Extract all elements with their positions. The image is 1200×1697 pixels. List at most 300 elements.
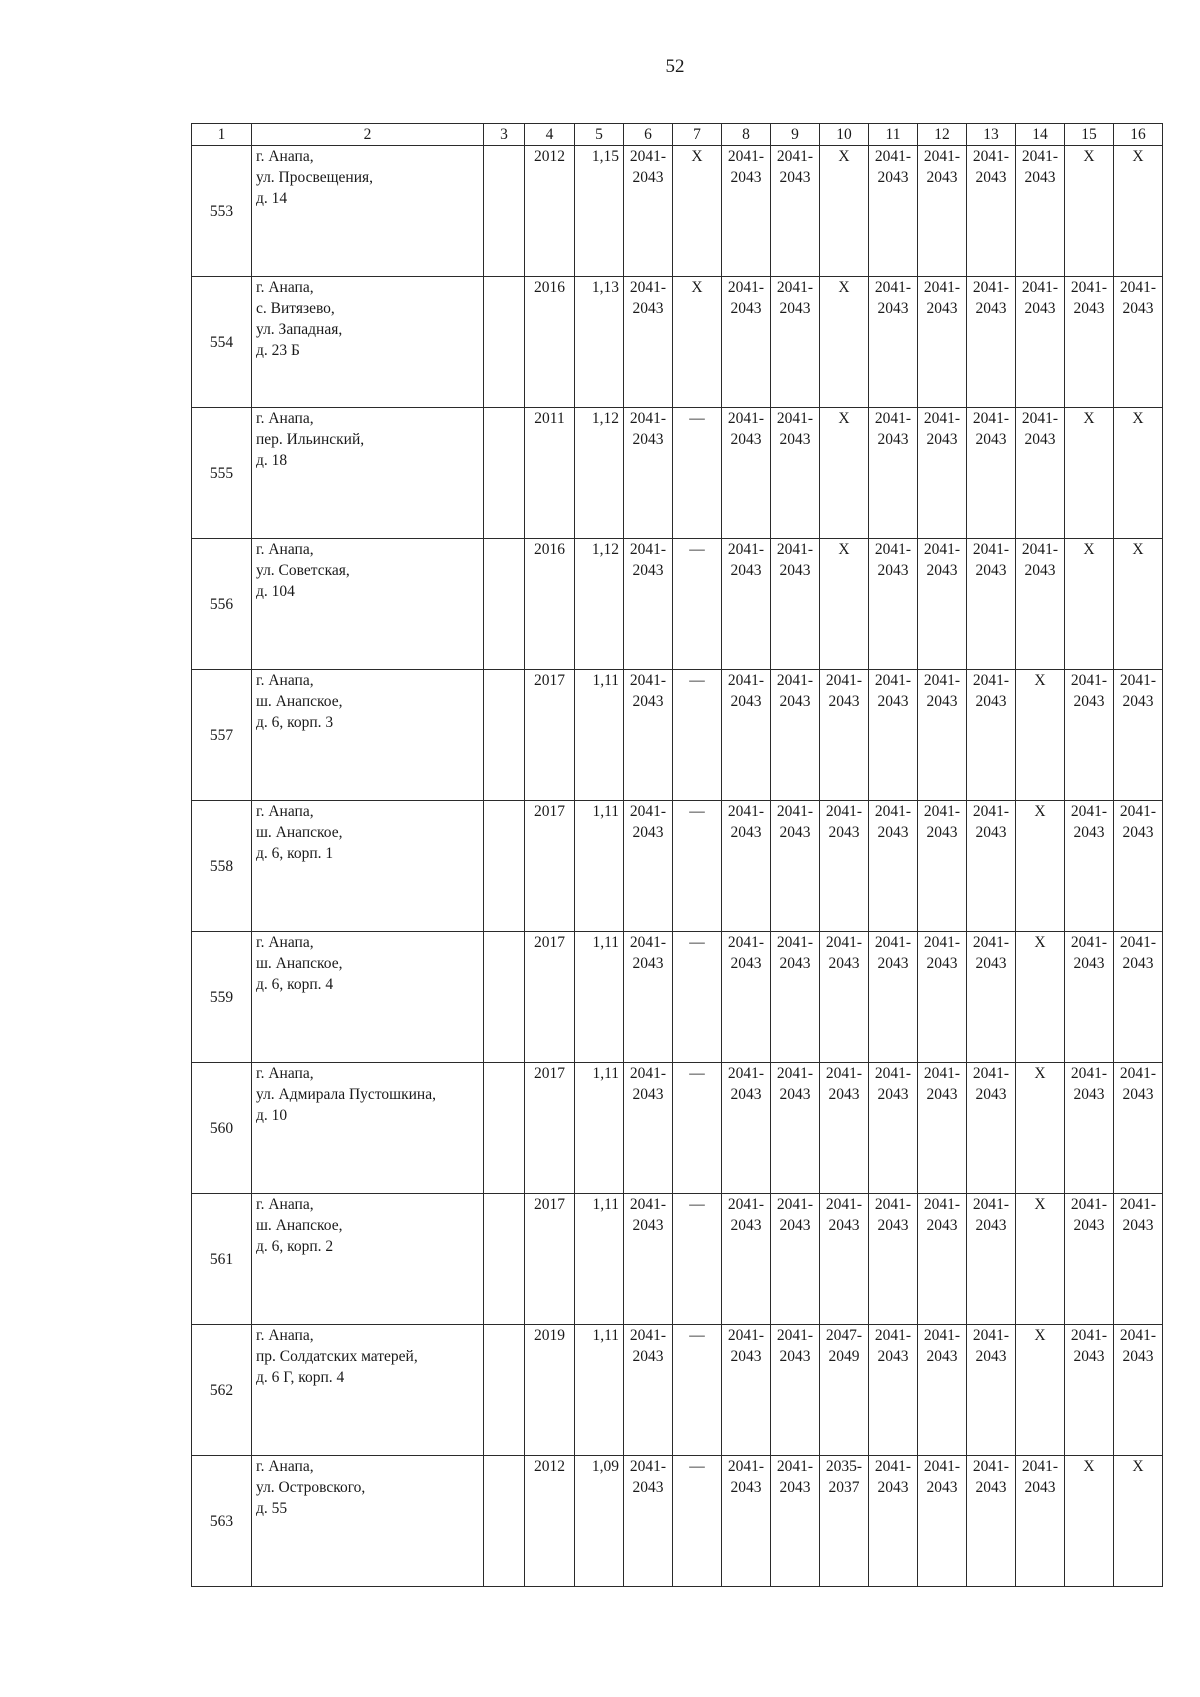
period-cell-col-12 (918, 539, 967, 670)
period-line: 2043 (975, 693, 1007, 710)
period-cell-col-6 (624, 801, 673, 932)
period-line: 2043 (1073, 693, 1105, 710)
period-line: 2043 (926, 1217, 958, 1234)
period-line: — (689, 1196, 705, 1213)
period-line: 2041- (923, 410, 961, 427)
year-cell: 2017 (525, 932, 575, 1063)
period-line: — (689, 410, 705, 427)
address-cell (252, 1325, 484, 1456)
period-cell-col-7 (673, 277, 722, 408)
period-cell-col-11 (869, 1456, 918, 1587)
period-cell-col-10 (820, 801, 869, 932)
period-cell-col-7 (673, 932, 722, 1063)
period-line: 2043 (926, 169, 958, 186)
period-line: 2043 (828, 1086, 860, 1103)
period-line: 2041- (1119, 934, 1157, 951)
period-cell-col-14 (1016, 277, 1065, 408)
column-3-cell (484, 1325, 525, 1456)
period-cell-col-11 (869, 1063, 918, 1194)
period-line: 2041- (972, 934, 1010, 951)
column-3-cell (484, 277, 525, 408)
period-line: 2043 (1024, 1479, 1056, 1496)
period-line: 2043 (877, 1086, 909, 1103)
period-cell-col-15 (1065, 1325, 1114, 1456)
year-cell: 2012 (525, 1456, 575, 1587)
period-line: 2043 (975, 300, 1007, 317)
period-line: 2043 (1122, 824, 1154, 841)
period-line: 2041- (972, 672, 1010, 689)
table-row (192, 670, 1163, 801)
period-cell-col-11 (869, 277, 918, 408)
period-line: 2041- (972, 279, 1010, 296)
period-line: 2041- (923, 279, 961, 296)
period-cell-col-13 (967, 670, 1016, 801)
period-line: 2041- (972, 1065, 1010, 1082)
address-line: д. 6, корп. 4 (256, 976, 334, 993)
column-3-cell (484, 1194, 525, 1325)
period-line: 2043 (779, 1479, 811, 1496)
period-cell-col-8 (722, 1325, 771, 1456)
period-cell-col-12 (918, 1063, 967, 1194)
period-cell-col-15 (1065, 932, 1114, 1063)
period-line: 2041- (1021, 148, 1059, 165)
period-line: 2041- (923, 541, 961, 558)
period-cell-col-11 (869, 1325, 918, 1456)
period-line: 2043 (926, 1479, 958, 1496)
period-cell-col-10 (820, 1456, 869, 1587)
period-line: — (689, 541, 705, 558)
column-number-8: 8 (722, 124, 771, 146)
period-line: 2035- (825, 1458, 863, 1475)
period-line: 2043 (926, 1086, 958, 1103)
period-line: 2043 (877, 169, 909, 186)
address-line: г. Анапа, (256, 1458, 314, 1475)
period-line: 2047- (825, 1327, 863, 1344)
year-cell: 2017 (525, 670, 575, 801)
period-cell-col-15 (1065, 801, 1114, 932)
period-line: 2041- (727, 672, 765, 689)
period-line: 2041- (923, 1327, 961, 1344)
period-line: 2043 (1024, 562, 1056, 579)
period-cell-col-8 (722, 1194, 771, 1325)
period-line: X (1083, 1458, 1095, 1475)
period-line: X (1034, 1065, 1046, 1082)
period-cell-col-14 (1016, 1325, 1065, 1456)
period-line: 2041- (1070, 672, 1108, 689)
address-line: г. Анапа, (256, 410, 314, 427)
period-cell-col-14 (1016, 1456, 1065, 1587)
period-line: 2041- (1119, 803, 1157, 820)
address-line: д. 6 Г, корп. 4 (256, 1369, 345, 1386)
period-line: 2043 (730, 824, 762, 841)
period-cell-col-13 (967, 408, 1016, 539)
period-cell-col-10 (820, 146, 869, 277)
period-cell-col-16 (1114, 146, 1163, 277)
period-line: 2043 (632, 1086, 664, 1103)
column-3-cell (484, 670, 525, 801)
period-line: 2041- (1119, 1327, 1157, 1344)
column-number-16: 16 (1114, 124, 1163, 146)
period-cell-col-7 (673, 1194, 722, 1325)
row-number: 562 (192, 1325, 252, 1456)
period-line: 2041- (874, 541, 912, 558)
column-number-14: 14 (1016, 124, 1065, 146)
period-cell-col-8 (722, 146, 771, 277)
period-line: 2041- (874, 410, 912, 427)
period-cell-col-6 (624, 670, 673, 801)
period-line: 2041- (629, 1065, 667, 1082)
period-line: 2041- (776, 934, 814, 951)
address-line: г. Анапа, (256, 672, 314, 689)
period-line: X (1034, 803, 1046, 820)
period-line: 2043 (877, 955, 909, 972)
period-line: 2043 (632, 693, 664, 710)
period-line: 2041- (923, 1458, 961, 1475)
period-cell-col-8 (722, 801, 771, 932)
address-line: ш. Анапское, (256, 824, 343, 841)
period-cell-col-9 (771, 146, 820, 277)
period-line: 2041- (923, 934, 961, 951)
column-number-1: 1 (192, 124, 252, 146)
period-line: 2043 (730, 693, 762, 710)
period-cell-col-9 (771, 408, 820, 539)
period-cell-col-12 (918, 1194, 967, 1325)
period-line: 2041- (629, 1458, 667, 1475)
period-line: 2043 (632, 1348, 664, 1365)
address-line: г. Анапа, (256, 1196, 314, 1213)
period-line: 2041- (1021, 541, 1059, 558)
year-cell: 2012 (525, 146, 575, 277)
period-line: X (691, 148, 703, 165)
period-cell-col-12 (918, 932, 967, 1063)
address-line: г. Анапа, (256, 541, 314, 558)
period-line: 2041- (874, 1327, 912, 1344)
period-line: 2043 (779, 169, 811, 186)
period-line: 2041- (727, 934, 765, 951)
period-line: 2043 (1122, 955, 1154, 972)
period-line: 2043 (730, 169, 762, 186)
period-cell-col-11 (869, 801, 918, 932)
period-cell-col-6 (624, 932, 673, 1063)
period-cell-col-10 (820, 1325, 869, 1456)
table-row (192, 1063, 1163, 1194)
period-cell-col-12 (918, 670, 967, 801)
address-line: г. Анапа, (256, 279, 314, 296)
address-cell (252, 1063, 484, 1194)
address-line: пер. Ильинский, (256, 431, 365, 448)
period-line: 2043 (926, 562, 958, 579)
period-line: — (689, 672, 705, 689)
period-cell-col-6 (624, 1456, 673, 1587)
period-line: 2041- (776, 1327, 814, 1344)
period-line: — (689, 1065, 705, 1082)
period-cell-col-8 (722, 932, 771, 1063)
period-cell-col-10 (820, 408, 869, 539)
address-line: д. 10 (256, 1107, 288, 1124)
period-cell-col-9 (771, 1325, 820, 1456)
period-line: 2041- (727, 541, 765, 558)
period-line: 2043 (1122, 693, 1154, 710)
address-line: ш. Анапское, (256, 1217, 343, 1234)
period-cell-col-7 (673, 670, 722, 801)
period-line: 2041- (825, 1196, 863, 1213)
period-cell-col-8 (722, 408, 771, 539)
period-line: 2043 (779, 693, 811, 710)
period-line: 2041- (972, 1327, 1010, 1344)
period-line: 2041- (629, 541, 667, 558)
period-line: 2041- (727, 1196, 765, 1213)
period-line: X (1034, 1327, 1046, 1344)
period-cell-col-8 (722, 539, 771, 670)
row-number: 559 (192, 932, 252, 1063)
period-cell-col-16 (1114, 408, 1163, 539)
period-cell-col-12 (918, 1325, 967, 1456)
column-3-cell (484, 801, 525, 932)
period-line: 2041- (629, 410, 667, 427)
period-cell-col-11 (869, 670, 918, 801)
period-line: 2041- (1070, 803, 1108, 820)
period-line: 2041- (776, 541, 814, 558)
row-number: 558 (192, 801, 252, 932)
period-cell-col-10 (820, 539, 869, 670)
period-line: 2043 (877, 1348, 909, 1365)
period-line: 2043 (730, 955, 762, 972)
period-line: 2041- (629, 279, 667, 296)
period-line: 2037 (828, 1479, 860, 1496)
period-line: 2041- (1119, 279, 1157, 296)
address-line: ул. Островского, (256, 1479, 366, 1496)
table-row (192, 277, 1163, 408)
page-number: 52 (665, 56, 685, 77)
column-3-cell (484, 408, 525, 539)
period-line: 2043 (1122, 1086, 1154, 1103)
period-cell-col-11 (869, 539, 918, 670)
period-line: X (838, 410, 850, 427)
period-line: 2041- (874, 934, 912, 951)
period-line: 2043 (779, 824, 811, 841)
period-cell-col-16 (1114, 1063, 1163, 1194)
period-cell-col-7 (673, 1063, 722, 1194)
period-line: 2043 (779, 431, 811, 448)
period-line: 2041- (874, 279, 912, 296)
row-number: 554 (192, 277, 252, 408)
period-cell-col-14 (1016, 670, 1065, 801)
coefficient-cell: 1,11 (575, 670, 624, 801)
period-line: 2043 (926, 300, 958, 317)
period-cell-col-9 (771, 801, 820, 932)
period-line: 2041- (874, 672, 912, 689)
period-line: 2043 (632, 824, 664, 841)
period-cell-col-9 (771, 1194, 820, 1325)
period-line: X (1083, 148, 1095, 165)
period-line: 2043 (730, 1217, 762, 1234)
period-line: 2041- (776, 410, 814, 427)
period-cell-col-11 (869, 408, 918, 539)
period-cell-col-14 (1016, 539, 1065, 670)
period-cell-col-15 (1065, 277, 1114, 408)
period-line: 2041- (629, 148, 667, 165)
period-line: 2043 (975, 1217, 1007, 1234)
period-line: — (689, 1327, 705, 1344)
period-line: 2041- (972, 803, 1010, 820)
address-line: пр. Солдатских матерей, (256, 1348, 418, 1365)
period-cell-col-11 (869, 1194, 918, 1325)
year-cell: 2016 (525, 539, 575, 670)
period-line: 2043 (975, 824, 1007, 841)
coefficient-cell: 1,12 (575, 539, 624, 670)
period-line: 2041- (776, 1065, 814, 1082)
column-number-13: 13 (967, 124, 1016, 146)
period-cell-col-7 (673, 801, 722, 932)
period-line: 2041- (629, 1327, 667, 1344)
year-cell: 2011 (525, 408, 575, 539)
period-cell-col-13 (967, 146, 1016, 277)
period-line: 2041- (1021, 410, 1059, 427)
period-line: — (689, 934, 705, 951)
period-cell-col-16 (1114, 539, 1163, 670)
address-cell (252, 408, 484, 539)
period-cell-col-15 (1065, 408, 1114, 539)
period-cell-col-12 (918, 146, 967, 277)
period-line: 2043 (975, 169, 1007, 186)
year-cell: 2016 (525, 277, 575, 408)
period-line: 2043 (632, 431, 664, 448)
period-line: 2041- (923, 1196, 961, 1213)
period-line: 2041- (874, 1196, 912, 1213)
period-line: 2041- (874, 148, 912, 165)
period-line: 2041- (825, 672, 863, 689)
period-line: 2041- (972, 148, 1010, 165)
row-number: 553 (192, 146, 252, 277)
period-line: 2043 (926, 431, 958, 448)
register-table (191, 123, 1163, 1587)
coefficient-cell: 1,12 (575, 408, 624, 539)
period-line: 2043 (730, 562, 762, 579)
row-number: 556 (192, 539, 252, 670)
period-cell-col-11 (869, 146, 918, 277)
period-line: X (1132, 541, 1144, 558)
period-cell-col-16 (1114, 670, 1163, 801)
period-line: 2041- (776, 148, 814, 165)
coefficient-cell: 1,09 (575, 1456, 624, 1587)
period-line: 2041- (727, 148, 765, 165)
coefficient-cell: 1,11 (575, 1194, 624, 1325)
period-line: 2043 (926, 955, 958, 972)
period-line: X (1034, 672, 1046, 689)
period-line: X (1034, 1196, 1046, 1213)
period-line: 2043 (1073, 824, 1105, 841)
period-line: 2043 (1073, 1217, 1105, 1234)
period-cell-col-6 (624, 277, 673, 408)
address-cell (252, 1194, 484, 1325)
period-line: 2041- (727, 1327, 765, 1344)
period-line: 2041- (825, 934, 863, 951)
period-line: 2043 (1024, 300, 1056, 317)
address-line: д. 104 (256, 583, 295, 600)
period-line: 2041- (874, 1065, 912, 1082)
period-line: 2043 (1122, 300, 1154, 317)
period-line: X (838, 541, 850, 558)
period-line: 2041- (727, 1065, 765, 1082)
period-line: 2043 (730, 300, 762, 317)
address-line: ул. Адмирала Пустошкина, (256, 1086, 436, 1103)
period-cell-col-9 (771, 932, 820, 1063)
period-cell-col-7 (673, 146, 722, 277)
column-number-3: 3 (484, 124, 525, 146)
address-line: г. Анапа, (256, 148, 314, 165)
period-line: 2043 (779, 300, 811, 317)
period-line: 2043 (1073, 1348, 1105, 1365)
address-cell (252, 932, 484, 1063)
column-number-2: 2 (252, 124, 484, 146)
period-line: X (1083, 541, 1095, 558)
row-number: 563 (192, 1456, 252, 1587)
table-body (192, 146, 1163, 1587)
period-cell-col-9 (771, 277, 820, 408)
period-cell-col-14 (1016, 408, 1065, 539)
period-cell-col-13 (967, 1456, 1016, 1587)
period-cell-col-16 (1114, 1325, 1163, 1456)
period-line: 2043 (730, 1086, 762, 1103)
period-line: 2043 (975, 1348, 1007, 1365)
period-cell-col-13 (967, 539, 1016, 670)
period-line: 2043 (1073, 955, 1105, 972)
column-number-11: 11 (869, 124, 918, 146)
address-line: с. Витязево, (256, 300, 335, 317)
address-line: г. Анапа, (256, 1327, 314, 1344)
period-cell-col-14 (1016, 932, 1065, 1063)
address-line: ш. Анапское, (256, 955, 343, 972)
period-cell-col-6 (624, 539, 673, 670)
table-row (192, 1325, 1163, 1456)
period-line: 2043 (877, 300, 909, 317)
period-cell-col-16 (1114, 932, 1163, 1063)
period-line: 2043 (779, 1217, 811, 1234)
period-cell-col-13 (967, 801, 1016, 932)
period-cell-col-10 (820, 277, 869, 408)
period-line: 2043 (877, 431, 909, 448)
column-number-10: 10 (820, 124, 869, 146)
period-cell-col-8 (722, 670, 771, 801)
period-line: 2041- (923, 1065, 961, 1082)
period-line: X (1132, 410, 1144, 427)
period-line: 2041- (727, 1458, 765, 1475)
address-line: д. 6, корп. 2 (256, 1238, 334, 1255)
period-cell-col-9 (771, 670, 820, 801)
period-line: 2043 (1122, 1348, 1154, 1365)
address-line: г. Анапа, (256, 803, 314, 820)
column-number-15: 15 (1065, 124, 1114, 146)
period-line: 2043 (779, 1348, 811, 1365)
period-line: 2043 (975, 431, 1007, 448)
row-number: 555 (192, 408, 252, 539)
column-3-cell (484, 539, 525, 670)
period-line: 2041- (629, 803, 667, 820)
period-line: 2043 (975, 1086, 1007, 1103)
year-cell: 2017 (525, 1063, 575, 1194)
period-line: 2043 (877, 562, 909, 579)
period-line: X (838, 148, 850, 165)
period-line: 2041- (1070, 1065, 1108, 1082)
period-line: 2043 (779, 562, 811, 579)
address-line: д. 18 (256, 452, 288, 469)
address-line: д. 6, корп. 3 (256, 714, 334, 731)
period-line: 2041- (776, 1458, 814, 1475)
address-line: ш. Анапское, (256, 693, 343, 710)
address-line: ул. Советская, (256, 562, 350, 579)
period-cell-col-7 (673, 539, 722, 670)
period-line: 2043 (1024, 431, 1056, 448)
